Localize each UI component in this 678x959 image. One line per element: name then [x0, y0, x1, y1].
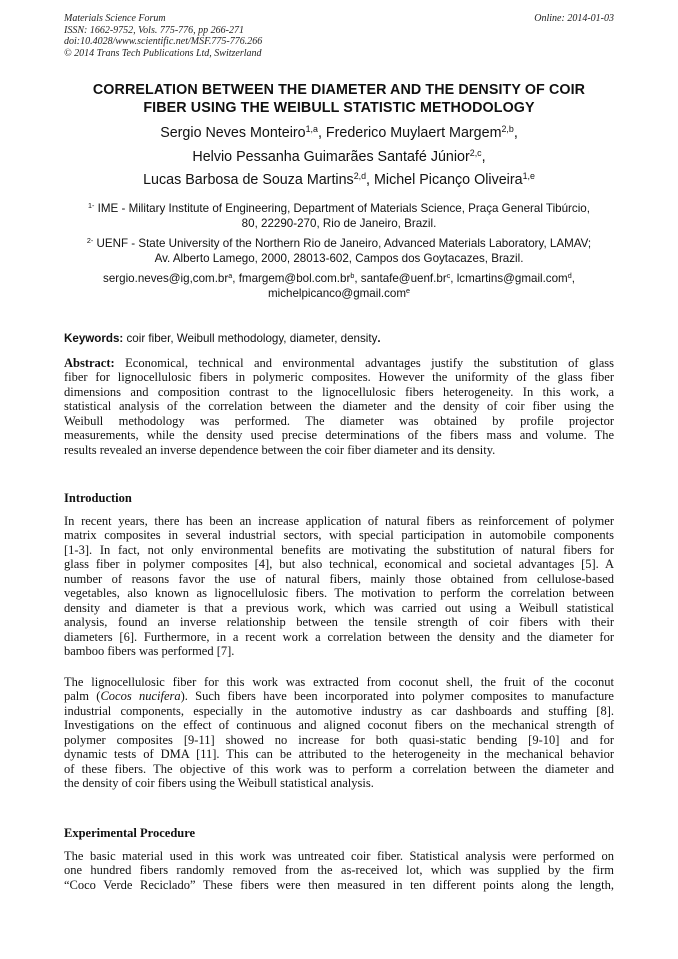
paper-title: [50, 82, 628, 117]
paragraph-line: diameters [6]. Furthermore, in a recent work a correlation between the density and the diameter for: [64, 629, 614, 644]
text-run: palm (: [64, 689, 101, 704]
author-3-affil: 2,c: [469, 147, 482, 158]
paragraph-line: dynamic tests of DMA [11]. This can be attributed to the heterogeneity in the mechanical behavior: [64, 747, 614, 762]
author-2: Frederico Muylaert Margem: [325, 125, 502, 141]
paragraph-line: vegetables, also known as lignocellulosic fibers. The motivation to perform the correlation between: [64, 586, 614, 601]
email-3-marker: c: [446, 271, 451, 281]
author-4: Lucas Barbosa de Souza Martins: [143, 172, 354, 188]
paragraph-line: the density of coir fibers using the Weibull statistical analysis.: [64, 776, 374, 791]
affiliation-1: [60, 201, 618, 231]
paragraph-line: polymer composites [9-11] showed no increase for both quasi-static bending [9-10] and for: [64, 732, 614, 747]
email-4: lcmartins@gmail.com: [456, 272, 568, 285]
affiliation-1-line-2: 80, 22290-270, Rio de Janeiro, Brazil.: [241, 217, 437, 230]
paragraph-line: industrial components, especially in the automotive industry as car dashboards and stuffing [8].: [64, 703, 614, 718]
authors-line-3: Lucas Barbosa de Souza Martins$^{2,d}$, Michel Picanço Oliveira$^{1,e}$: [143, 171, 535, 188]
abstract-line: statistical analysis of the correlation between the diameter and the density of coir fiber using the: [64, 399, 614, 414]
keywords: [64, 332, 614, 346]
paragraph-line: one hundred fibers randomly removed from the as-received lot, which was supplied by the firm: [64, 863, 614, 878]
online-date-text: Online: 2014-01-03: [534, 13, 614, 24]
paragraph-line: [64, 689, 614, 703]
paragraph-line: density and diameter is that a previous work, which was carried out using a Weibull statistical: [64, 600, 614, 615]
title-line-1: CORRELATION BETWEEN THE DIAMETER AND THE DENSITY OF COIR: [92, 82, 586, 98]
author-2-affil: 2,b: [501, 124, 514, 135]
author-1-affil: 1,a: [305, 124, 318, 135]
paragraph-line: of these fibers. The objective of this work was to perform a correlation between the diameter and: [64, 761, 614, 776]
keywords-text: coir fiber, Weibull methodology, diameter, density: [123, 332, 378, 345]
species-name: Cocos nucifera: [100, 689, 181, 704]
paragraph-line: glass fiber in polymer composites [4], but also technical, economical and societal advantages [5]. A: [64, 557, 614, 572]
email-5-marker: e: [406, 285, 411, 295]
paragraph-line: bamboo fibers was performed [7].: [64, 644, 235, 659]
paragraph-line: The basic material used in this work was untreated coir fiber. Statistical analysis were performed on: [64, 849, 614, 863]
keywords-end: .: [377, 332, 381, 345]
author-4-affil: 2,d: [353, 171, 367, 182]
affiliation-1-line-1: IME - Military Institute of Engineering, Department of Materials Science, Praça General Tibúrcio,: [97, 202, 590, 215]
section-heading-experimental: Experimental Procedure: [64, 826, 196, 840]
email-1: sergio.neves@ig,com.br: [103, 272, 229, 285]
title-line-2: FIBER USING THE WEIBULL STATISTIC METHODOLOGY: [143, 99, 535, 116]
paragraph-line: The lignocellulosic fiber for this work was extracted from coconut shell, the fruit of the coconut: [64, 675, 614, 689]
authors-line-2: Helvio Pessanha Guimarães Santafé Júnior$^{2,c}$,: [192, 147, 486, 165]
paragraph-line: analysis, found an inverse relationship between the tensile strength of coir fibers with their: [64, 615, 614, 630]
abstract-line: measurements, while the density used precise determinations of the fibers mass and volume. The: [64, 428, 614, 443]
abstract: [64, 356, 614, 457]
affiliation-2: [60, 236, 618, 266]
doi-line: doi:10.4028/www.scientific.net/MSF.775-776.266: [64, 36, 263, 48]
journal-name: Materials Science Forum: [64, 13, 166, 24]
introduction-paragraph-2: [64, 675, 614, 791]
abstract-line: Economical, technical and environmental advantages justify the substitution of glass: [114, 356, 614, 370]
email-2-marker: b: [350, 271, 355, 281]
paragraph-line: In recent years, there has been an increase application of natural fibers as reinforcement of polymer: [64, 514, 614, 528]
abstract-line: results revealed an inverse dependence between the coir fiber diameter and its density.: [64, 442, 496, 457]
issn-line: ISSN: 1662-9752, Vols. 775-776, pp 266-271: [64, 24, 244, 36]
authors-line-1: Sergio Neves Monteiro$^{1,a}$, Frederico Muylaert Margem$^{2,b}$,: [160, 124, 518, 141]
paragraph-line: number of reasons favor the use of natural fibers, mainly those obtained from cellulose-based: [64, 571, 614, 586]
email-3: santafe@uenf.br: [360, 272, 447, 285]
copyright-line: © 2014 Trans Tech Publications Ltd, Switzerland: [64, 47, 262, 59]
author-5-affil: 1,e: [522, 171, 535, 182]
author-1: Sergio Neves Monteiro: [160, 125, 306, 141]
affiliation-1-marker: 1-: [88, 201, 95, 211]
paragraph-line: Investigations on the effect of continuous and aligned coconut fibers on the mechanical strength of: [64, 718, 614, 733]
online-date: [534, 13, 614, 25]
email-2: fmargem@bol.com.br: [238, 272, 351, 285]
author-5: Michel Picanço Oliveira: [373, 172, 523, 188]
paragraph-line: “Coco Verde Reciclado” These fibers were then measured in ten different points along the length,: [64, 877, 614, 892]
abstract-line: dimensions and composition contrast to the lignocellulosic fibers heterogeneity. In this work, a: [64, 384, 614, 399]
email-4-marker: d: [567, 271, 572, 281]
author-emails: $sergio.neves@ig,com.br^a$, $fmargem@bol.com.br^b$, $santafe@uenf.br^c$, lcmartins@gmail.com$^d$, michelpicanco@gmail.com$^e$: [103, 271, 575, 300]
affiliation-2-marker: 2-: [86, 236, 94, 246]
introduction-paragraph-1: [64, 514, 614, 659]
author-list: [40, 122, 638, 193]
keywords-label: Keywords:: [64, 332, 124, 345]
email-5: michelpicanco@gmail.com: [267, 286, 407, 300]
email-1-marker: a: [228, 271, 233, 281]
paragraph-line: [1-3]. In fact, not only environmental benefits are motivating the substitution of natural fibers for: [64, 542, 614, 557]
abstract-label: Abstract:: [64, 356, 115, 370]
text-run: ). Such fibers have been incorporated into polymer composites to manufacture: [180, 689, 614, 704]
experimental-paragraph-1: [64, 849, 614, 892]
affiliation-2-line-2: Av. Alberto Lamego, 2000, 28013-602, Campos dos Goytacazes, Brazil.: [154, 252, 524, 265]
journal-header: [64, 13, 262, 59]
paragraph-line: matrix composites in several industrial sectors, with special participation in automobile components: [64, 528, 614, 543]
author-3: Helvio Pessanha Guimarães Santafé Júnior: [192, 148, 470, 165]
section-heading-introduction: Introduction: [64, 491, 132, 505]
affiliation-2-line-1: UENF - State University of the Northern Rio de Janeiro, Advanced Materials Laboratory, LAMAV;: [96, 237, 592, 250]
abstract-line: fiber for lignocellulosic fibers in polymeric composites. However the uniformity of the glass fiber: [64, 370, 614, 385]
abstract-line: Weibull methodology was performed. The diameter was obtained by profile projector: [64, 413, 614, 428]
